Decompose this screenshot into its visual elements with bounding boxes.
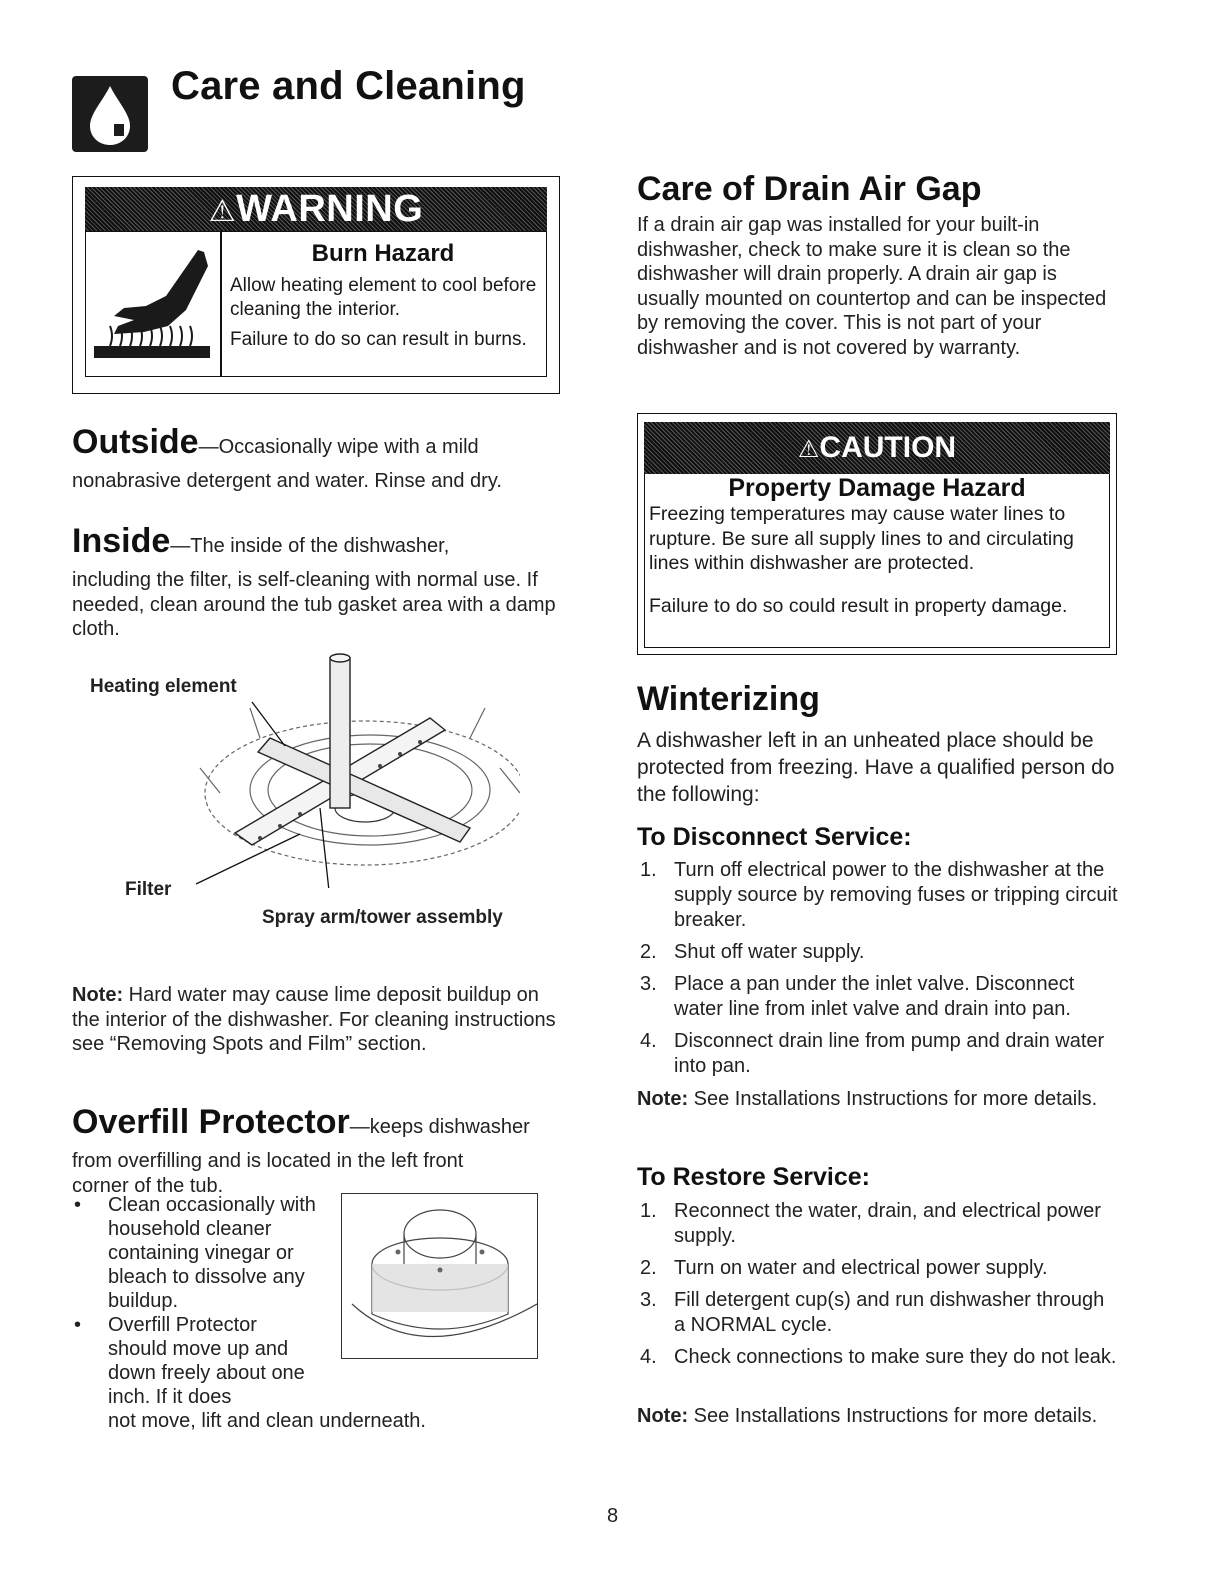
disconnect-steps	[640, 858, 1120, 1086]
list-item: 3. Fill detergent cup(s) and run dishwasher through a NORMAL cycle.	[640, 1289, 1105, 1336]
inside-text-cont: including the filter, is self-cleaning with normal use. If needed, clean around the tub gasket area with a damp cloth.	[72, 569, 556, 640]
filter-label: Filter	[125, 879, 172, 900]
winterizing-text: A dishwasher left in an unheated place should be protected from freezing. Have a qualified person do the following:	[637, 729, 1115, 806]
warning-consequence: Failure to do so can result in burns.	[230, 329, 527, 350]
alert-triangle-icon: ⚠	[208, 195, 237, 228]
note-label: Note:	[72, 984, 124, 1006]
list-item: 2. Turn on water and electrical power supply.	[640, 1257, 1048, 1279]
spray-arm-label: Spray arm/tower assembly	[262, 907, 503, 928]
burning-hand-icon	[94, 246, 214, 362]
drain-air-gap-text: If a drain air gap was installed for your built-in dishwasher, check to make sure it is clean so the dishwasher will drain properly. A drain air gap is usually mounted on countertop and can be inspected by removing the cover. This is not part of your dishwasher and is not covered by warranty.	[637, 214, 1107, 359]
caution-banner	[644, 422, 1110, 474]
page-title: Care and Cleaning	[171, 64, 526, 108]
overfill-section	[72, 1102, 564, 1198]
list-item: • Overfill Protector should move up and down freely about one inch. If it does not move, lift and clean underneath.	[72, 1313, 318, 1433]
heating-element-label: Heating element	[90, 676, 237, 697]
disconnect-heading: To Disconnect Service:	[637, 823, 912, 851]
restore-note: Note: See Installations Instructions for more details.	[637, 1405, 1098, 1427]
inside-text: —The inside of the dishwasher,	[170, 535, 450, 557]
outside-heading: Outside	[72, 423, 199, 461]
caution-text: Freezing temperatures may cause water lines to rupture. Be sure all supply lines to and circulating lines within dishwasher are protected.	[649, 503, 1074, 574]
list-item: 2. Shut off water supply.	[640, 941, 865, 963]
restore-heading: To Restore Service:	[637, 1163, 870, 1191]
warning-text: Allow heating element to cool before cleaning the interior.	[230, 275, 537, 320]
warning-banner	[85, 187, 547, 231]
property-damage-heading: Property Damage Hazard	[728, 474, 1026, 502]
alert-triangle-icon: ⚠	[797, 436, 820, 463]
outside-section	[72, 422, 562, 494]
drain-air-gap-heading: Care of Drain Air Gap	[637, 170, 982, 208]
caution-content	[644, 474, 1110, 648]
caution-box	[637, 413, 1117, 655]
inside-section	[72, 521, 562, 642]
caution-title: ⚠CAUTION	[797, 431, 957, 464]
warning-content	[85, 231, 547, 377]
burn-hazard-heading: Burn Hazard	[311, 240, 455, 267]
list-item: • Clean occasionally with household cleaner containing vinegar or bleach to dissolve any buildup.	[72, 1193, 318, 1313]
list-item: 1. Reconnect the water, drain, and electrical power supply.	[640, 1200, 1101, 1247]
disconnect-note: Note: See Installations Instructions for more details.	[637, 1088, 1098, 1110]
hard-water-note	[72, 983, 562, 1057]
list-item: 1. Turn off electrical power to the dishwasher at the supply source by removing fuses or tripping circuit breaker.	[640, 859, 1118, 931]
warning-title: ⚠WARNING	[208, 188, 424, 230]
list-item: 4. Disconnect drain line from pump and drain water into pan.	[640, 1030, 1105, 1077]
caution-consequence: Failure to do so could result in property damage.	[649, 595, 1068, 617]
inside-heading: Inside	[72, 522, 171, 560]
overfill-heading: Overfill Protector	[72, 1103, 350, 1141]
overfill-text: —keeps dishwasher	[349, 1116, 530, 1138]
warning-box	[72, 176, 560, 394]
restore-steps	[640, 1199, 1120, 1377]
outside-text: —Occasionally wipe with a mild	[198, 436, 479, 458]
winterizing-heading: Winterizing	[637, 680, 820, 718]
list-item: 3. Place a pan under the inlet valve. Disconnect water line from inlet valve and drain into pan.	[640, 973, 1075, 1020]
page-number: 8	[606, 1505, 619, 1527]
overfill-text-cont: from overfilling and is located in the left front corner of the tub.	[72, 1150, 464, 1197]
water-drop-icon	[72, 76, 148, 152]
note-text: Hard water may cause lime deposit buildup on the interior of the dishwasher. For cleaning instructions see “Removing Spots and Film” section.	[72, 984, 556, 1055]
overfill-protector-illustration	[341, 1193, 538, 1359]
list-item: 4. Check connections to make sure they do not leak.	[640, 1346, 1117, 1368]
outside-text-cont: nonabrasive detergent and water. Rinse and dry.	[72, 470, 502, 492]
